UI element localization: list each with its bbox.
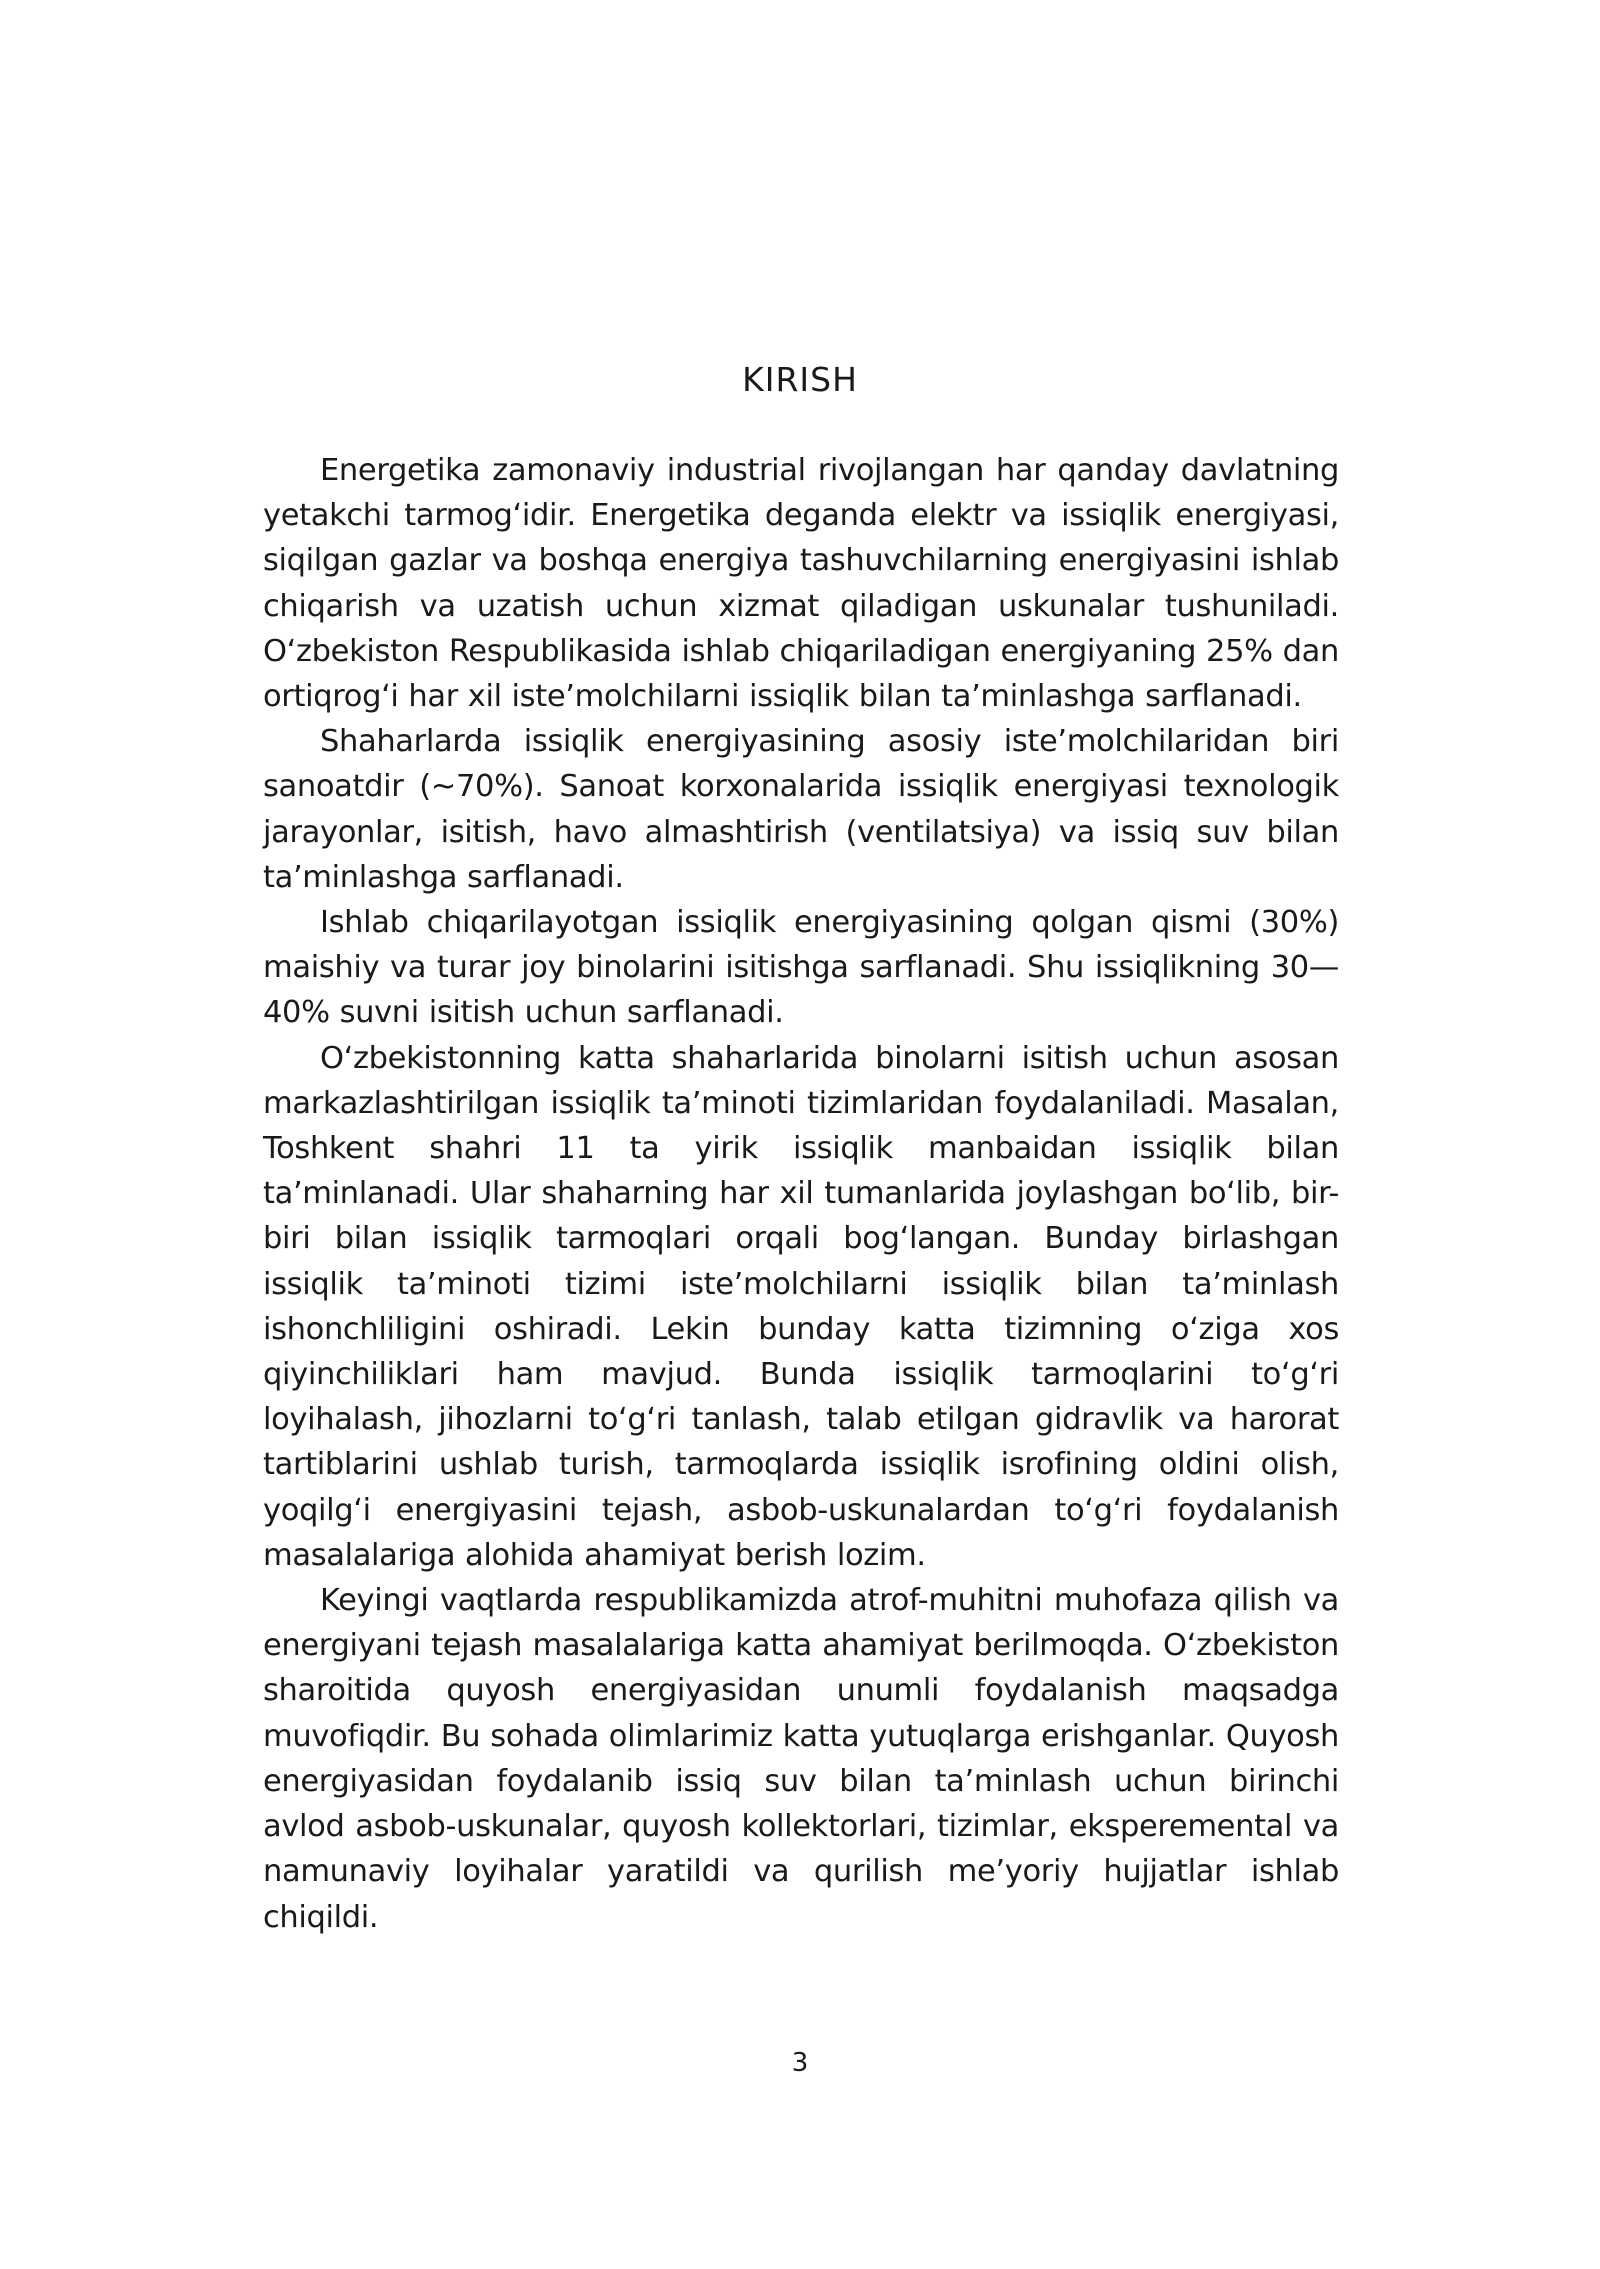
paragraph-1: Energetika zamonaviy industrial rivojlangan har qanday davlatning yetakchi tarmog‘idir. Energetika deganda elektr va issiqlik energiyasi, siqilgan gazlar va boshqa energiya tashuvchilarning energiyasini ishlab chiqarish va uzatish uchun xizmat qiladigan uskunalar tushuniladi. O‘zbekiston Respublikasida ishlab chiqariladigan energiyaning 25% dan ortiqrog‘i har xil iste’molchilarni issiqlik bilan ta’minlashga sarflanadi. [263,453,1339,715]
paragraph-4: O‘zbekistonning katta shaharlarida binolarni isitish uchun asosan markazlashtirilgan issiqlik ta’minoti tizimlaridan foydalaniladi. Masalan, Toshkent shahri 11 ta yirik issiqlik manbaidan issiqlik bilan ta’minlanadi. Ular shaharning har xil tumanlarida joylashgan bo‘lib, bir-biri bilan issiqlik tarmoqlari orqali bog‘langan. Bunday birlashgan issiqlik ta’minoti tizimi iste’molchilarni issiqlik bilan ta’minlash ishonchliligini oshiradi. Lekin bunday katta tizimning o‘ziga xos qiyinchiliklari ham mavjud. Bunda issiqlik tarmoqlarini to‘g‘ri loyihalash, jihozlarni to‘g‘ri tanlash, talab etilgan gidravlik va harorat tartiblarini ushlab turish, tarmoqlarda issiqlik isrofining oldini olish, yoqilg‘i energiyasini tejash, asbob-uskunalardan to‘g‘ri foydalanish masalalariga alohida ahamiyat berish lozim. [263,1040,1339,1573]
body-text [263,448,1339,1940]
paragraph-5: Keyingi vaqtlarda respublikamizda atrof-muhitni muhofaza qilish va energiyani tejash masalalariga katta ahamiyat berilmoqda. O‘zbekiston sharoitida quyosh energiyasidan unumli foydalanish maqsadga muvofiqdir. Bu sohada olimlarimiz katta yutuqlarga erishganlar. Quyosh energiyasidan foydalanib issiq suv bilan ta’minlash uchun birinchi avlod asbob-uskunalar, quyosh kollektorlari, tizimlar, eksperemental va namunaviy loyihalar yaratildi va qurilish me’yoriy hujjatlar ishlab chiqildi. [263,1583,1339,1935]
paragraph-3: Ishlab chiqarilayotgan issiqlik energiyasining qolgan qismi (30%) maishiy va turar joy binolarini isitishga sarflanadi. Shu issiqlikning 30—40% suvni isitish uchun sarflanadi. [263,905,1339,1031]
page-title: KIRISH [742,360,858,399]
page-number: 3 [791,2048,809,2078]
paragraph-2: Shaharlarda issiqlik energiyasining asosiy iste’molchilaridan biri sanoatdir (~70%). Sanoat korxonalarida issiqlik energiyasi texnologik jarayonlar, isitish, havo almashtirish (ventilatsiya) va issiq suv bilan ta’minlashga sarflanadi. [263,724,1339,895]
